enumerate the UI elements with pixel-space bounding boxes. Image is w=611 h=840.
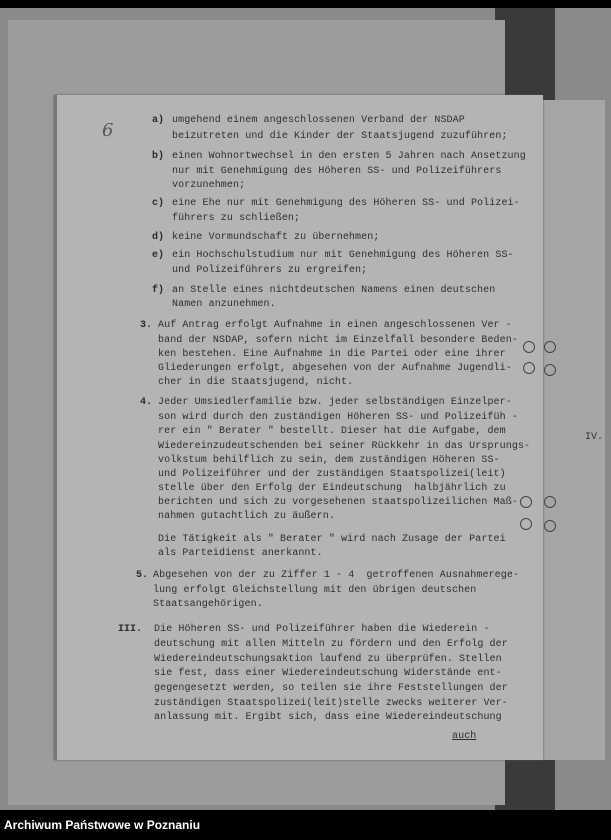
text-line: stelle über den Erfolg der Eindeutschung halbjährlich zu [158, 483, 506, 494]
text-line: Die Höheren SS- und Polizeiführer haben die Wiederein - [154, 624, 490, 635]
text-line: son wird durch den zuständigen Höheren SS- und Polizeifüh - [158, 412, 518, 423]
handwritten-page-number: 6 [102, 120, 114, 141]
text-line: beizutreten und die Kinder der Staatsjugend zuzuführen; [172, 131, 508, 142]
item-label: 5. [136, 570, 149, 581]
text-line: lung erfolgt Gleichstellung mit den übrigen deutschen [153, 585, 477, 596]
adjacent-sheet [543, 100, 605, 760]
text-line: zuständigen Staatspolizei(leit)stelle zwecks weiterer Ver- [154, 698, 508, 709]
text-line: anlassung mit. Ergibt sich, dass eine Wiedereindeutschung [154, 712, 502, 723]
text-line: und Polizeiführers zu ergreifen; [172, 265, 368, 276]
text-line: deutschung mit allen Mitteln zu fördern und den Erfolg der [154, 639, 508, 650]
text-line: eine Ehe nur mit Genehmigung des Höheren SS- und Polizei- [172, 198, 520, 209]
item-label: b) [152, 151, 165, 162]
text-line: Wiedereindeutschungsaktion laufend zu überprüfen. Stellen [154, 654, 502, 665]
text-line: band der NSDAP, sofern nicht im Einzelfall besondere Beden- [158, 335, 518, 346]
item-label: III. [118, 624, 143, 635]
punch-hole [523, 341, 535, 353]
punch-hole [544, 520, 556, 532]
text-line: nur mit Genehmigung des Höheren SS- und Polizeiführers [172, 166, 502, 177]
text-line: umgehend einem angeschlossenen Verband der NSDAP [172, 115, 465, 126]
punch-hole [523, 362, 535, 374]
margin-note: IV. [585, 432, 604, 443]
text-line: ken bestehen. Eine Aufnahme in die Partei oder eine ihrer [158, 349, 506, 360]
text-line: cher in die Staatsjugend, nicht. [158, 377, 354, 388]
punch-hole [544, 496, 556, 508]
text-line: berichten und sich zu vorgesehenen staatspolizeilichen Maß- [158, 497, 518, 508]
text-line: als Parteidienst anerkannt. [158, 548, 323, 559]
item-label: f) [152, 285, 165, 296]
text-line: vorzunehmen; [172, 180, 246, 191]
text-line: Die Tätigkeit als " Berater " wird nach Zusage der Partei [158, 534, 506, 545]
item-label: e) [152, 250, 165, 261]
punch-hole [520, 518, 532, 530]
item-label: 4. [140, 397, 153, 408]
punch-hole [544, 341, 556, 353]
catchword: auch [452, 731, 477, 742]
punch-hole [544, 364, 556, 376]
punch-hole [520, 496, 532, 508]
text-line: nahmen gutachtlich zu äußern. [158, 511, 335, 522]
text-line: an Stelle eines nichtdeutschen Namens einen deutschen [172, 285, 496, 296]
text-line: ein Hochschulstudium nur mit Genehmigung des Höheren SS- [172, 250, 514, 261]
text-line: keine Vormundschaft zu übernehmen; [172, 232, 380, 243]
text-line: führers zu schließen; [172, 213, 301, 224]
footer-bar [0, 810, 611, 840]
text-line: Jeder Umsiedlerfamilie bzw. jeder selbständigen Einzelper- [158, 397, 512, 408]
text-line: und Polizeiführer und der zuständigen Staatspolizei(leit) [158, 469, 506, 480]
text-line: einen Wohnortwechsel in den ersten 5 Jahren nach Ansetzung [172, 151, 526, 162]
text-line: Auf Antrag erfolgt Aufnahme in einen angeschlossenen Ver - [158, 320, 512, 331]
text-line: volkstum behilflich zu sein, dem zuständigen Höheren SS- [158, 455, 500, 466]
item-label: a) [152, 115, 165, 126]
archive-name: Archiwum Państwowe w Poznaniu [4, 818, 201, 832]
item-label: d) [152, 232, 165, 243]
text-line: Abgesehen von der zu Ziffer 1 - 4 getroffenen Ausnahmerege- [153, 570, 520, 581]
text-line: gegengesetzt werden, so teilen sie ihre Feststellungen der [154, 683, 508, 694]
text-line: Staatsangehörigen. [153, 599, 263, 610]
text-line: Namen anzunehmen. [172, 299, 276, 310]
item-label: c) [152, 198, 165, 209]
text-line: rer ein " Berater " bestellt. Dieser hat die Aufgabe, dem [158, 426, 506, 437]
item-label: 3. [140, 320, 153, 331]
text-line: sie fest, dass einer Wiedereindeutschung Widerstände ent- [154, 668, 502, 679]
text-line: Gliederungen erfolgt, abgesehen von der Aufnahme Jugendli- [158, 363, 512, 374]
text-line: Wiedereinzudeutschenden bei seiner Rückkehr in das Ursprungs- [158, 441, 531, 452]
